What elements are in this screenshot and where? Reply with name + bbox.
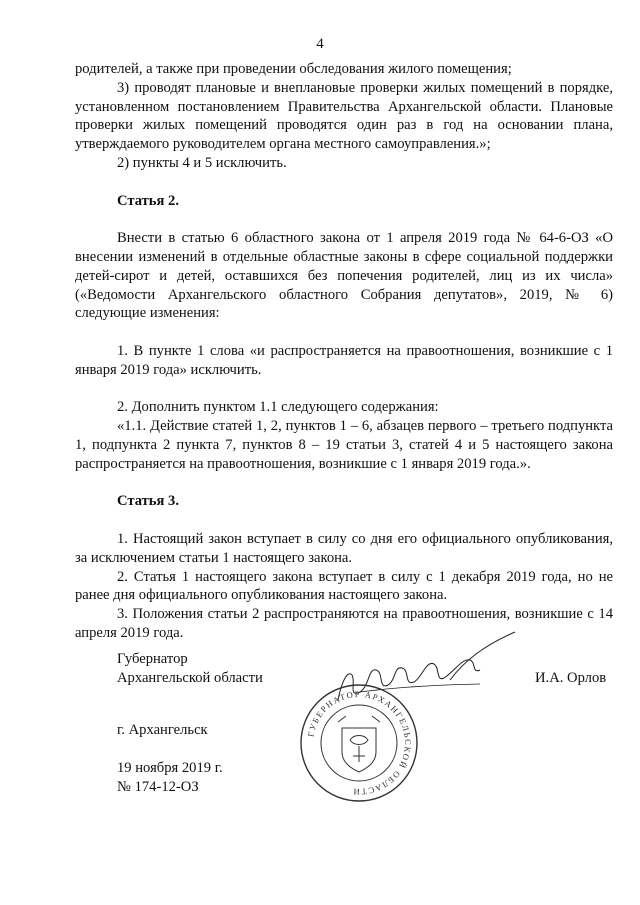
page-number: 4 bbox=[316, 36, 324, 52]
article-2-intro: Внести в статью 6 областного закона от 1 апреля 2019 года № 64-6-ОЗ «О внесении изменений в отдельные областные законы в сфере социальной поддержки детей-сирот и детей, оставшихся без попечения родителей, лиц из их числа» («Ведомости Архангельского областного Собрания депутатов», 2019, № 6) следующие изменения: bbox=[75, 230, 613, 322]
article-3-item-1: 1. Настоящий закон вступает в силу со дня его официального опубликования, за исключением статьи 1 настоящего закона. bbox=[75, 530, 613, 566]
document-number: № 174-12-ОЗ bbox=[117, 779, 199, 795]
city: г. Архангельск bbox=[117, 722, 208, 738]
article-2-item-1: 1. В пункте 1 слова «и распространяется на правоотношения, возникшие с 1 января 2019 года» исключить. bbox=[75, 342, 613, 378]
article-2-title: Статья 2. bbox=[117, 192, 179, 209]
document-date: 19 ноября 2019 г. bbox=[117, 760, 223, 776]
article-3-title: Статья 3. bbox=[117, 493, 179, 510]
article-2-item-2-text: «1.1. Действие статей 1, 2, пунктов 1 – 6, абзацев первого – третьего подпункта 1, подпункта 2 пункта 7, пунктов 8 – 19 статьи 3, статей 4 и 5 настоящего закона распространяется на правоотношения, возникшие с 1 января 2019 года.». bbox=[75, 418, 613, 472]
paragraph: 3) проводят плановые и внеплановые проверки жилых помещений в порядке, установленном постановлением Правительства Архангельской области. Плановые проверки жилых помещений проводятся один раз в год на основании плана, утверждаемого руководителем органа местного самоуправления.»; bbox=[75, 79, 613, 153]
date-and-number bbox=[117, 759, 223, 797]
document-body bbox=[75, 60, 613, 643]
svg-text:ГУБЕРНАТОР АРХАНГЕЛЬСКОЙ ОБЛАС: ГУБЕРНАТОР АРХАНГЕЛЬСКОЙ ОБЛАСТИ bbox=[305, 688, 414, 798]
paragraph: родителей, а также при проведении обследования жилого помещения; bbox=[75, 61, 512, 77]
article-3-item-3: 3. Положения статьи 2 распространяются на правоотношения, возникшие с 14 апреля 2019 года. bbox=[75, 606, 613, 641]
position-line-2: Архангельской области bbox=[117, 670, 263, 686]
article-3-item-2: 2. Статья 1 настоящего закона вступает в силу с 1 декабря 2019 года, но не ранее дня официального опубликования настоящего закона. bbox=[75, 568, 613, 604]
signatory-name: И.А. Орлов bbox=[535, 670, 607, 686]
paragraph: 2) пункты 4 и 5 исключить. bbox=[117, 154, 287, 171]
official-seal bbox=[298, 682, 420, 804]
article-2-item-2: 2. Дополнить пунктом 1.1 следующего содержания: bbox=[117, 399, 439, 416]
position-line-1: Губернатор bbox=[117, 651, 188, 667]
signature-position bbox=[117, 650, 263, 688]
